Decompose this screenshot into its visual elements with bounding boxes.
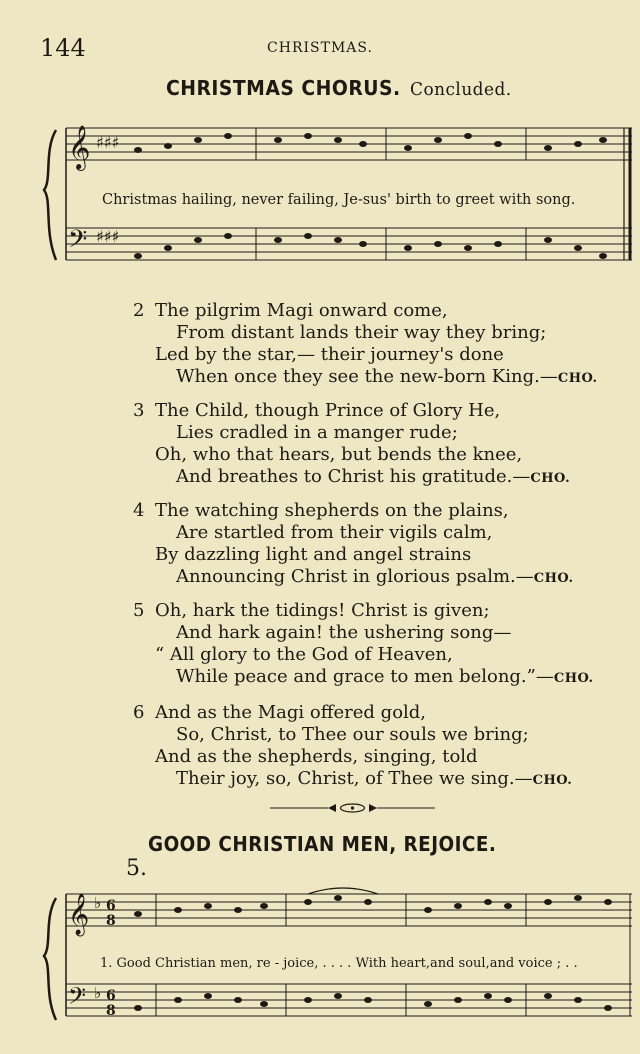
verse-line: Oh, who that hears, but bends the knee, — [155, 444, 523, 465]
treble-staff — [66, 128, 632, 160]
bass-staff — [66, 984, 632, 1016]
page-number: 144 — [40, 34, 86, 62]
verse-line: Are startled from their vigils calm, — [176, 522, 493, 543]
verse-number: 6 — [133, 702, 145, 723]
verse-line-last — [176, 466, 570, 487]
verse-line: The pilgrim Magi onward come, — [155, 300, 448, 321]
chorus-marker: CHO. — [557, 371, 598, 386]
verse-line-text: While peace and grace to men belong.”— — [176, 666, 554, 687]
bass-clef-icon: 𝄢 — [68, 225, 88, 260]
ornamental-divider-icon — [270, 800, 435, 816]
key-signature-bass: ♭ — [94, 984, 102, 1002]
music-system-1 — [38, 110, 638, 280]
verse-line-text: Announcing Christ in glorious psalm.— — [176, 566, 534, 587]
hymn-title-text: CHRISTMAS CHORUS. — [166, 76, 401, 100]
time-signature-bass: 8 — [106, 1003, 116, 1019]
chorus-marker: CHO. — [553, 671, 594, 686]
verse-line-last — [176, 366, 598, 387]
hymn1-lyric-line: Christmas hailing, never failing, Je-sus' birth to greet with song. — [102, 192, 576, 208]
verse-line-last — [176, 768, 572, 789]
time-signature-treble: 6 — [106, 898, 116, 914]
hymn-number: 5. — [126, 856, 147, 881]
running-head: CHRISTMAS. — [267, 40, 373, 56]
verse-line-text: When once they see the new-born King.— — [176, 366, 558, 387]
music-system-2 — [38, 880, 638, 1050]
brace — [44, 130, 56, 260]
hymn-title-good-christian-men: GOOD CHRISTIAN MEN, REJOICE. — [148, 832, 497, 856]
bass-notes-1 — [134, 233, 607, 259]
chorus-marker: CHO. — [532, 773, 573, 788]
verse-line: From distant lands their way they bring; — [176, 322, 547, 343]
verse-line: So, Christ, to Thee our souls we bring; — [176, 724, 529, 745]
verse-number: 5 — [133, 600, 145, 621]
key-signature-treble: ♯♯♯ — [96, 133, 120, 152]
verse-line-text: And breathes to Christ his gratitude.— — [176, 466, 531, 487]
brace — [44, 898, 56, 1020]
treble-staff — [66, 894, 632, 926]
verse-line: The watching shepherds on the plains, — [155, 500, 509, 521]
verse-line: Lies cradled in a manger rude; — [176, 422, 458, 443]
hymn-title-suffix: Concluded. — [410, 79, 512, 100]
verse-line: Led by the star,— their journey's done — [155, 344, 504, 365]
treble-notes-2 — [134, 895, 612, 917]
bass-staff — [66, 228, 632, 260]
verse-line: “ All glory to the God of Heaven, — [155, 644, 453, 665]
key-signature-bass: ♯♯♯ — [96, 227, 120, 246]
verse-line: The Child, though Prince of Glory He, — [155, 400, 501, 421]
key-signature-treble: ♭ — [94, 894, 102, 912]
verse-line-last — [176, 666, 594, 687]
verse-line: And as the shepherds, singing, told — [155, 746, 478, 767]
chorus-marker: CHO. — [530, 471, 571, 486]
verse-line: And as the Magi offered gold, — [155, 702, 427, 723]
hymn-title-christmas-chorus — [166, 76, 512, 100]
verse-line: Oh, hark the tidings! Christ is given; — [155, 600, 490, 621]
verse-line-text: Their joy, so, Christ, of Thee we sing.— — [176, 768, 533, 789]
bass-clef-icon: 𝄢 — [68, 982, 87, 1015]
time-signature-bass: 6 — [106, 988, 116, 1004]
verse-line-last — [176, 566, 574, 587]
treble-clef-icon: 𝄞 — [68, 894, 90, 935]
hymn2-lyric-line: 1. Good Christian men, re - joice, . . . . With heart,and soul,and voice ; . . — [100, 956, 578, 971]
treble-clef-icon: 𝄞 — [68, 125, 91, 169]
verse-number: 3 — [133, 400, 145, 421]
verse-number: 4 — [133, 500, 145, 521]
chorus-marker: CHO. — [533, 571, 574, 586]
verse-number: 2 — [133, 300, 145, 321]
verse-line: And hark again! the ushering song— — [176, 622, 512, 643]
slur — [308, 888, 378, 894]
time-signature-treble: 8 — [106, 913, 116, 929]
verse-line: By dazzling light and angel strains — [155, 544, 472, 565]
